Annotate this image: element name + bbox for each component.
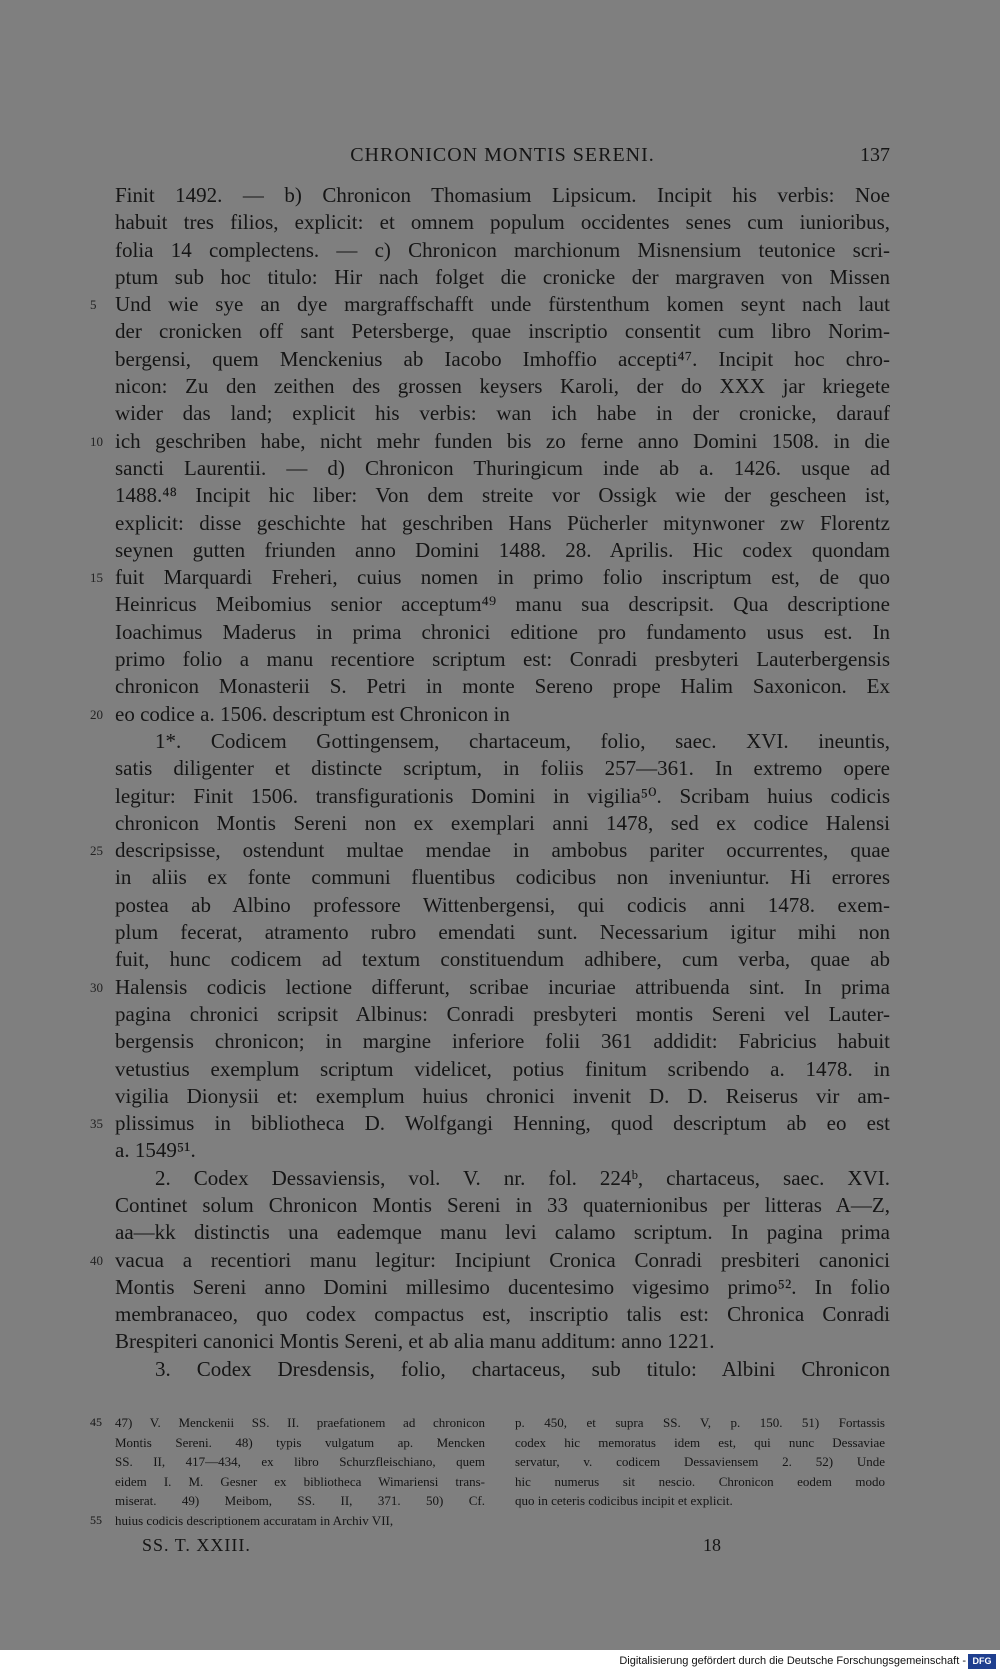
text-line <box>115 646 890 673</box>
page-number: 137 <box>860 144 890 166</box>
line-text: Halensis codicis lectione differunt, scribae incuriae attribuenda sint. In prima <box>115 974 890 999</box>
line-text: chronicon Monasterii S. Petri in monte Sereno prope Halim Saxonicon. Ex <box>115 674 890 699</box>
line-text: Heinricus Meibomius senior acceptum⁴⁹ manu sua descripsit. Qua descriptione <box>115 592 890 617</box>
line-text: Ioachimus Maderus in prima chronici editione pro fundamento usus est. In <box>115 619 890 644</box>
text-line <box>115 919 890 946</box>
text-line <box>115 537 890 564</box>
digitization-credit-bar <box>0 1650 1000 1675</box>
line-text: membranaceo, quo codex compactus est, inscriptio talis est: Chronica Conradi <box>115 1302 890 1327</box>
footnote-line <box>115 1452 485 1472</box>
text-line <box>115 1328 890 1355</box>
page-header <box>115 144 890 174</box>
footnote-text: hic numerus sit nescio. Chronicon eodem modo <box>515 1473 885 1489</box>
footnote-text: SS. II, 417—434, ex libro Schurzfleischiano, quem <box>115 1454 485 1469</box>
text-line <box>90 837 890 864</box>
footnote-text: 47) V. Menckenii SS. II. praefationem ad chronicon <box>115 1415 485 1430</box>
text-line <box>115 1165 890 1192</box>
text-line <box>115 455 890 482</box>
footnote-line <box>115 1433 485 1453</box>
footnote-text: Montis Sereni. 48) typis vulgatum ap. Mencken <box>115 1434 485 1450</box>
line-text: sancti Laurentii. — d) Chronicon Thuringicum inde ab a. 1426. usque ad <box>115 455 890 480</box>
line-text: legitur: Finit 1506. transfigurationis Domini in vigilia⁵⁰. Scribam huius codicis <box>115 783 890 808</box>
footnote-line <box>515 1491 885 1511</box>
line-number: 40 <box>90 1252 103 1268</box>
line-text: wider das land; explicit his verbis: wan ich habe in der cronicke, darauf <box>115 401 890 426</box>
text-line <box>115 1192 890 1219</box>
text-line <box>115 1301 890 1328</box>
line-text: Continet solum Chronicon Montis Sereni in 33 quaternionibus per litteras A—Z, <box>115 1192 890 1217</box>
text-line <box>115 892 890 919</box>
sheet-number: 18 <box>703 1535 721 1555</box>
footnote-line <box>90 1511 485 1531</box>
text-line <box>90 291 890 318</box>
text-line <box>115 1137 890 1164</box>
footnote-line <box>115 1491 485 1511</box>
line-number: 20 <box>90 706 103 722</box>
text-line <box>115 400 890 427</box>
line-text: bergensi, quem Menckenius ab Iacobo Imhoffio accepti⁴⁷. Incipit hoc chro- <box>115 346 890 371</box>
line-text: Und wie sye an dye margraffschafft unde fürstenthum komen seynt nach laut <box>115 292 890 317</box>
credit-text: Digitalisierung gefördert durch die Deutsche Forschungsgemeinschaft - <box>619 1655 966 1667</box>
text-line <box>90 974 890 1001</box>
text-line <box>115 673 890 700</box>
line-number: 15 <box>90 570 103 586</box>
text-line <box>115 482 890 509</box>
line-text: Montis Sereni anno Domini millesimo ducentesimo vigesimo primo⁵². In folio <box>115 1274 890 1299</box>
line-number: 25 <box>90 843 103 859</box>
line-text: explicit: disse geschichte hat geschriben Hans Pücherler mitynwoner zw Florentz <box>115 510 890 535</box>
line-text: der cronicken off sant Petersberge, quae inscriptio consentit cum libro Norim- <box>115 319 890 344</box>
text-line <box>115 1056 890 1083</box>
footnote-text: huius codicis descriptionem accuratam in Archiv VII, <box>115 1512 394 1528</box>
main-text <box>90 182 890 1383</box>
line-number: 5 <box>90 297 97 313</box>
line-text: 1*. Codicem Gottingensem, chartaceum, folio, saec. XVI. ineuntis, <box>155 728 890 753</box>
line-text: in aliis ex fonte communi fluentibus codicibus non inveniuntur. Hi errores <box>115 865 890 890</box>
volume-signature: SS. T. XXIII. <box>142 1535 251 1555</box>
footnote-text: quo in ceteris codicibus incipit et explicit. <box>515 1493 733 1508</box>
text-line <box>90 428 890 455</box>
text-line <box>115 1001 890 1028</box>
line-text: satis diligenter et distincte scriptum, in foliis 257—361. In extremo opere <box>115 756 890 781</box>
line-text: chronicon Montis Sereni non ex exemplari anni 1478, sed ex codice Halensi <box>115 810 890 835</box>
line-text: ich geschriben habe, nicht mehr funden bis zo ferne anno Domini 1508. in die <box>115 428 890 453</box>
text-line <box>115 182 890 209</box>
line-text: ptum sub hoc titulo: Hir nach folget die cronicke der margraven von Missen <box>115 264 890 289</box>
line-number: 45 <box>90 1415 102 1429</box>
text-line <box>115 318 890 345</box>
text-line <box>115 373 890 400</box>
text-line <box>90 564 890 591</box>
text-line <box>115 1219 890 1246</box>
line-text: habuit tres filios, explicit: et omnem populum occidentes senes cum iunioribus, <box>115 210 890 235</box>
line-text: primo folio a manu recentiore scriptum est: Conradi presbyteri Lauterbergensis <box>115 647 890 672</box>
text-line <box>90 1110 890 1137</box>
footnote-line <box>515 1433 885 1453</box>
text-line <box>115 728 890 755</box>
text-line <box>115 591 890 618</box>
line-number: 55 <box>90 1512 102 1527</box>
footnote-line <box>115 1472 485 1492</box>
line-text: pagina chronici scripsit Albinus: Conradi presbyteri montis Sereni vel Lauter- <box>115 1001 890 1026</box>
text-line <box>115 783 890 810</box>
line-text: vigilia Dionysii et: exemplum huius chronici invenit D. D. Reiserus vir am- <box>115 1083 890 1108</box>
text-line <box>115 1274 890 1301</box>
line-text: seynen gutten friunden anno Domini 1488. 28. Aprilis. Hic codex quondam <box>115 537 890 562</box>
footnote-text: servatur, v. codicem Dessaviensem 2. 52) Unde <box>515 1454 885 1469</box>
text-line <box>115 209 890 236</box>
line-text: 2. Codex Dessaviensis, vol. V. nr. fol. 224ᵇ, chartaceus, saec. XVI. <box>155 1165 890 1190</box>
text-line <box>115 264 890 291</box>
line-number: 10 <box>90 433 103 449</box>
text-line <box>115 864 890 891</box>
footnote-line <box>515 1472 885 1492</box>
text-line <box>115 810 890 837</box>
line-number: 35 <box>90 1116 103 1132</box>
line-text: bergensis chronicon; in margine inferiore folii 361 addidit: Fabricius habuit <box>115 1029 890 1054</box>
text-line <box>115 346 890 373</box>
text-line <box>115 510 890 537</box>
line-number: 30 <box>90 979 103 995</box>
line-text: vetustius exemplum scriptum videlicet, potius finitum scribendo a. 1478. in <box>115 1056 890 1081</box>
line-text: descripsisse, ostendunt multae mendae in ambobus pariter occurrentes, quae <box>115 838 890 863</box>
text-line <box>115 1356 890 1383</box>
line-text: eo codice a. 1506. descriptum est Chronicon in <box>115 701 510 726</box>
footnote-text: codex hic memoratus idem est, qui nunc Dessaviae <box>515 1434 885 1450</box>
text-line <box>115 946 890 973</box>
line-text: fuit Marquardi Freheri, cuius nomen in primo folio inscriptum est, de quo <box>115 565 890 590</box>
footnote-text: p. 450, et supra SS. V, p. 150. 51) Fortassis <box>515 1415 885 1430</box>
running-title: CHRONICON MONTIS SERENI. <box>350 144 655 166</box>
line-text: Finit 1492. — b) Chronicon Thomasium Lipsicum. Incipit his verbis: Noe <box>115 183 890 207</box>
line-text: a. 1549⁵¹. <box>115 1138 196 1163</box>
line-text: vacua a recentiori manu legitur: Incipiunt Cronica Conradi presbiteri canonici <box>115 1247 890 1272</box>
footnotes-right-column <box>515 1413 885 1511</box>
text-line <box>115 237 890 264</box>
line-text: aa—kk distinctis una eademque manu levi calamo scriptum. In pagina prima <box>115 1220 890 1245</box>
footnote-text: miserat. 49) Meibom, SS. II, 371. 50) Cf. <box>115 1493 485 1508</box>
line-text: postea ab Albino professore Wittenbergensi, qui codicis anni 1478. exem- <box>115 892 890 917</box>
footnote-text: eidem I. M. Gesner ex bibliotheca Wimariensi trans- <box>115 1473 485 1489</box>
line-text: plum fecerat, atramento rubro emendati sunt. Necessarium igitur mihi non <box>115 920 890 945</box>
footnote-line <box>90 1413 485 1433</box>
footnotes-left-column <box>90 1413 485 1530</box>
line-text: folia 14 complectens. — c) Chronicon marchionum Misnensium teutonice scri- <box>115 237 890 262</box>
text-line <box>115 755 890 782</box>
text-line <box>90 1247 890 1274</box>
line-text: 1488.⁴⁸ Incipit hic liber: Von dem streite vor Ossigk wie der gescheen ist, <box>115 483 890 508</box>
line-text: nicon: Zu den zeithen des grossen keysers Karoli, der do XXX jar kriegete <box>115 374 890 399</box>
footnote-line <box>515 1413 885 1433</box>
text-line <box>115 1028 890 1055</box>
line-text: Brespiteri canonici Montis Sereni, et ab alia manu additum: anno 1221. <box>115 1329 715 1354</box>
text-line <box>90 701 890 728</box>
dfg-logo-icon: DFG <box>968 1654 996 1669</box>
line-text: fuit, hunc codicem ad textum constituendum adhibere, cum verba, quae ab <box>115 947 890 972</box>
text-line <box>115 619 890 646</box>
line-text: 3. Codex Dresdensis, folio, chartaceus, sub titulo: Albini Chronicon <box>155 1356 890 1381</box>
footnote-line <box>515 1452 885 1472</box>
line-text: plissimus in bibliotheca D. Wolfgangi Henning, quod descriptum ab eo est <box>115 1111 890 1136</box>
text-line <box>115 1083 890 1110</box>
